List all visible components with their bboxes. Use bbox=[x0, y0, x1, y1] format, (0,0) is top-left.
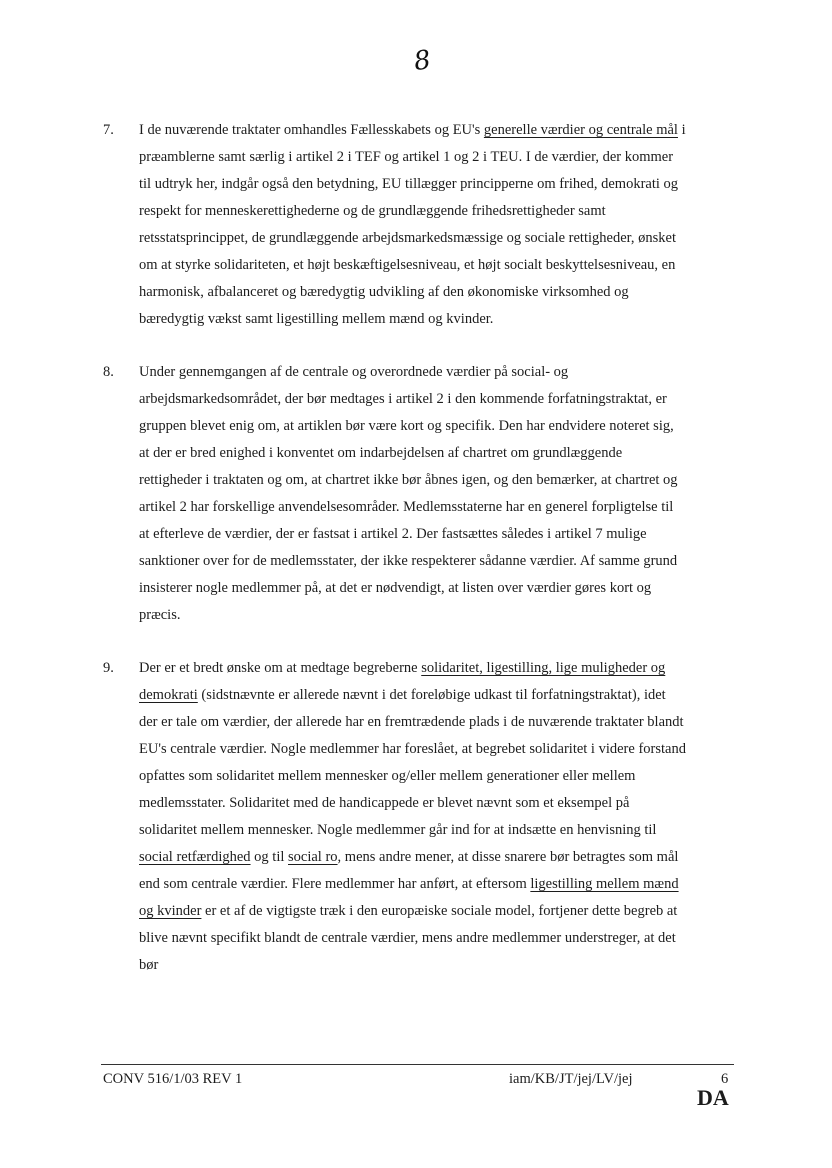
text-segment: I de nuværende traktater omhandles Fællesskabets og EU's bbox=[139, 122, 484, 138]
underlined-term: social retfærdighed bbox=[139, 849, 251, 865]
paragraph-body bbox=[139, 117, 739, 333]
text-segment: medlemsstater. Solidaritet med de handicappede er blevet nævnt som et eksempel på bbox=[139, 795, 630, 811]
text-segment: rettigheder i traktaten og om, at chartret ikke bør åbnes igen, og den bemærker, at chartret og bbox=[139, 472, 678, 488]
text-segment: respekt for menneskerettighederne og de grundlæggende frihedsrettigheder samt bbox=[139, 203, 606, 219]
text-line bbox=[139, 575, 739, 602]
text-line bbox=[139, 252, 739, 279]
text-line bbox=[139, 790, 739, 817]
text-line bbox=[139, 198, 739, 225]
text-segment: blive nævnt specifikt blandt de centrale værdier, mens andre medlemmer understreger, at det bbox=[139, 930, 676, 946]
underlined-term: social ro bbox=[288, 849, 338, 865]
text-segment: bør bbox=[139, 957, 159, 973]
paragraph-number: 9. bbox=[103, 660, 114, 676]
text-segment: og til bbox=[250, 849, 289, 865]
text-segment: harmonisk, afbalanceret og bæredygtig udvikling af den økonomiske virksomhed og bbox=[139, 284, 629, 300]
text-segment: artikel 2 har forskellige anvendelsesområder. Medlemsstaterne har en generel forpligtelse til bbox=[139, 499, 674, 515]
text-line bbox=[139, 171, 739, 198]
text-segment: (sidstnævnte er allerede nævnt i det foreløbige udkast til forfatningstraktat), idet bbox=[197, 687, 666, 703]
underlined-term: generelle værdier og centrale mål bbox=[483, 122, 678, 138]
text-line bbox=[139, 225, 739, 252]
handwritten-page-mark: 8 bbox=[411, 44, 433, 78]
text-segment: EU's centrale værdier. Nogle medlemmer har foreslået, at begrebet solidaritet i videre forstand bbox=[139, 741, 686, 757]
text-segment: Der er et bredt ønske om at medtage begreberne bbox=[139, 660, 422, 676]
underlined-term: solidaritet, ligestilling, lige muligheder og bbox=[421, 660, 666, 676]
text-segment: sanktioner over for de medlemsstater, der ikke respekterer sådanne værdier. Af samme grund bbox=[139, 553, 678, 569]
text-segment: er et af de vigtigste træk i den europæiske sociale model, fortjener dette begreb at bbox=[201, 903, 678, 919]
text-line bbox=[139, 736, 739, 763]
text-segment: gruppen blevet enig om, at artiklen bør være kort og specifik. Den har endvidere noteret sig, bbox=[139, 418, 674, 434]
language-code: DA bbox=[697, 1085, 729, 1110]
text-line bbox=[139, 117, 739, 144]
text-segment: solidaritet mellem mennesker. Nogle medlemmer går ind for at indsætte en henvisning til bbox=[139, 822, 657, 838]
text-line bbox=[139, 682, 739, 709]
text-line bbox=[139, 548, 739, 575]
text-segment: i bbox=[677, 122, 686, 138]
text-line bbox=[139, 709, 739, 736]
text-segment: arbejdsmarkedsområdet, der bør medtages i artikel 2 i den kommende forfatningstraktat, er bbox=[139, 391, 667, 407]
text-line bbox=[139, 413, 739, 440]
paragraph-body bbox=[139, 359, 739, 629]
document-reference: CONV 516/1/03 REV 1 bbox=[103, 1071, 243, 1087]
text-line bbox=[139, 952, 739, 979]
text-segment: at efterleve de værdier, der er fastsat i artikel 2. Der fastsættes således i artikel 7 mulige bbox=[139, 526, 647, 542]
text-line bbox=[139, 494, 739, 521]
text-line bbox=[139, 844, 739, 871]
underlined-term: demokrati bbox=[139, 687, 198, 703]
author-initials: iam/KB/JT/jej/LV/jej bbox=[509, 1071, 633, 1087]
text-segment: end som centrale værdier. Flere medlemmer har anført, at eftersom bbox=[139, 876, 531, 892]
text-line bbox=[139, 467, 739, 494]
paragraph-number: 8. bbox=[103, 364, 114, 380]
text-line bbox=[139, 655, 739, 682]
text-segment: insisterer nogle medlemmer på, at det er nødvendigt, at listen over værdier gøres kort og bbox=[139, 580, 652, 596]
text-line bbox=[139, 386, 739, 413]
text-segment: retsstatsprincippet, de grundlæggende arbejdsmarkedsmæssige og sociale rettigheder, ønsket bbox=[139, 230, 676, 246]
text-line bbox=[139, 306, 739, 333]
text-line bbox=[139, 817, 739, 844]
text-line bbox=[139, 521, 739, 548]
footer-divider bbox=[101, 1064, 734, 1065]
text-line bbox=[139, 279, 739, 306]
text-line bbox=[139, 898, 739, 925]
text-line bbox=[139, 359, 739, 386]
text-line bbox=[139, 763, 739, 790]
text-segment: at der er bred enighed i konventet om indarbejdelsen af chartret om grundlæggende bbox=[139, 445, 623, 461]
paragraph-number: 7. bbox=[103, 122, 114, 138]
text-line bbox=[139, 871, 739, 898]
text-segment: bæredygtig vækst samt ligestilling mellem mænd og kvinder. bbox=[139, 311, 494, 327]
paragraph-body bbox=[139, 655, 739, 979]
text-line bbox=[139, 144, 739, 171]
text-segment: Under gennemgangen af de centrale og overordnede værdier på social- og bbox=[139, 364, 569, 380]
page-number: 6 bbox=[721, 1071, 729, 1087]
text-segment: præamblerne samt særlig i artikel 2 i TEF og artikel 1 og 2 i TEU. I de værdier, der kommer bbox=[139, 149, 674, 165]
underlined-term: og kvinder bbox=[139, 903, 202, 919]
text-segment: der er tale om værdier, der allerede har en fremtrædende plads i de nuværende traktater blandt bbox=[139, 714, 684, 730]
text-line bbox=[139, 440, 739, 467]
text-segment: , mens andre mener, at disse snarere bør betragtes som mål bbox=[337, 849, 679, 865]
text-line bbox=[139, 925, 739, 952]
text-segment: opfattes som solidaritet mellem mennesker og/eller mellem generationer eller mellem bbox=[139, 768, 636, 784]
text-line bbox=[139, 602, 739, 629]
underlined-term: ligestilling mellem mænd bbox=[530, 876, 679, 892]
text-segment: om at styrke solidariteten, et højt beskæftigelsesniveau, et højt socialt beskyttelsesniveau, en bbox=[139, 257, 676, 273]
text-segment: til udtryk her, indgår også den betydning, EU tillægger principperne om frihed, demokrati og bbox=[139, 176, 679, 192]
text-segment: præcis. bbox=[139, 607, 181, 623]
